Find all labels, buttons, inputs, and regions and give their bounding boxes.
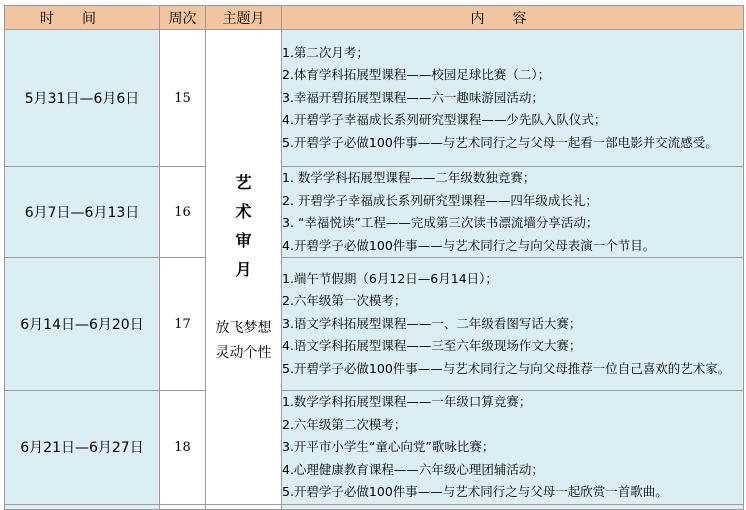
- theme-title-line: 月: [235, 259, 252, 279]
- row-time-partial: [5, 504, 160, 509]
- list-item: 3.语文学科拓展型课程——一、二年级看图写话大赛；: [282, 315, 582, 331]
- row-time: 6月21日—6月27日: [5, 391, 160, 505]
- theme-subtitle-line: 灵动个性: [215, 344, 272, 361]
- list-item: 4.心理健康教育课程——六年级心理团辅活动；: [282, 461, 544, 477]
- table-row: [5, 258, 744, 391]
- table-row: [5, 167, 744, 258]
- list-item: 5.开碧学子必做100件事——与艺术同行之与向父母推荐一位自己喜欢的艺术家。: [282, 360, 731, 376]
- list-item: 2.六年级第二次模考；: [282, 416, 407, 432]
- list-item: 2.六年级第一次模考；: [282, 293, 407, 309]
- list-item: 2. 开碧学子幸福成长系列研究型课程——四年级成长礼；: [282, 192, 598, 208]
- theme-subtitle: [206, 316, 281, 366]
- table-row: [5, 30, 744, 167]
- row-week: 17: [160, 258, 206, 391]
- theme-subtitle-line: 放飞梦想: [215, 319, 272, 336]
- row-content: [282, 391, 744, 505]
- list-item: 5.开碧学子必做100件事——与艺术同行之与父母一起欣赏一首歌曲。: [282, 484, 668, 499]
- list-item: 4.开碧学子幸福成长系列研究型课程——少先队入队仪式；: [282, 112, 607, 128]
- header-time: 时间: [5, 6, 160, 30]
- header-theme: 主题月: [206, 6, 282, 30]
- header-row: [5, 6, 744, 30]
- row-week: 16: [160, 167, 206, 258]
- row-week: 18: [160, 391, 206, 505]
- row-theme-partial: [206, 504, 282, 509]
- row-content: [282, 30, 744, 167]
- row-time: 5月31日—6月6日: [5, 30, 160, 167]
- list-item: 4.开碧学子必做100件事——与艺术同行之与向父母表演一个节目。: [282, 237, 656, 253]
- table-row: [5, 391, 744, 505]
- header-week: 周次: [160, 6, 206, 30]
- table-row-partial: [5, 504, 744, 509]
- list-item: 1.数学学科拓展型课程——一年级口算竞赛；: [282, 394, 532, 409]
- row-content: [282, 167, 744, 258]
- header-content: 内容: [282, 6, 744, 30]
- list-item: 1.端午节假期（6月12日—6月14日）；: [282, 270, 498, 286]
- list-item: 3. “幸福悦读”工程——完成第三次读书漂流墙分享活动；: [282, 215, 599, 230]
- theme-title: [206, 168, 281, 284]
- list-item: 5.开碧学子必做100件事——与艺术同行之与父母一起看一部电影并交流感受。: [282, 134, 718, 150]
- list-item: 1. 数学学科拓展型课程——二年级数独竞赛；: [282, 170, 536, 185]
- row-week: 15: [160, 30, 206, 167]
- theme-month-cell: [206, 30, 282, 505]
- list-item: 3.幸福开碧拓展型课程——六一趣味游园活动；: [282, 89, 544, 105]
- schedule-table: [4, 5, 744, 510]
- row-time: 6月7日—6月13日: [5, 167, 160, 258]
- list-item: 4.语文学科拓展型课程——三至六年级现场作文大赛；: [282, 338, 582, 354]
- theme-title-line: 艺: [235, 172, 252, 192]
- list-item: 2.体育学科拓展型课程——校园足球比赛（二）；: [282, 67, 551, 83]
- row-time: 6月14日—6月20日: [5, 258, 160, 391]
- row-week-partial: [160, 504, 206, 509]
- list-item: 3.开平市小学生“童心向党”歌咏比赛；: [282, 439, 495, 454]
- theme-title-line: 审: [235, 230, 252, 250]
- row-content-partial: [282, 504, 744, 509]
- theme-title-line: 术: [235, 201, 252, 221]
- list-item: 1.第二次月考；: [282, 44, 369, 60]
- row-content: [282, 258, 744, 391]
